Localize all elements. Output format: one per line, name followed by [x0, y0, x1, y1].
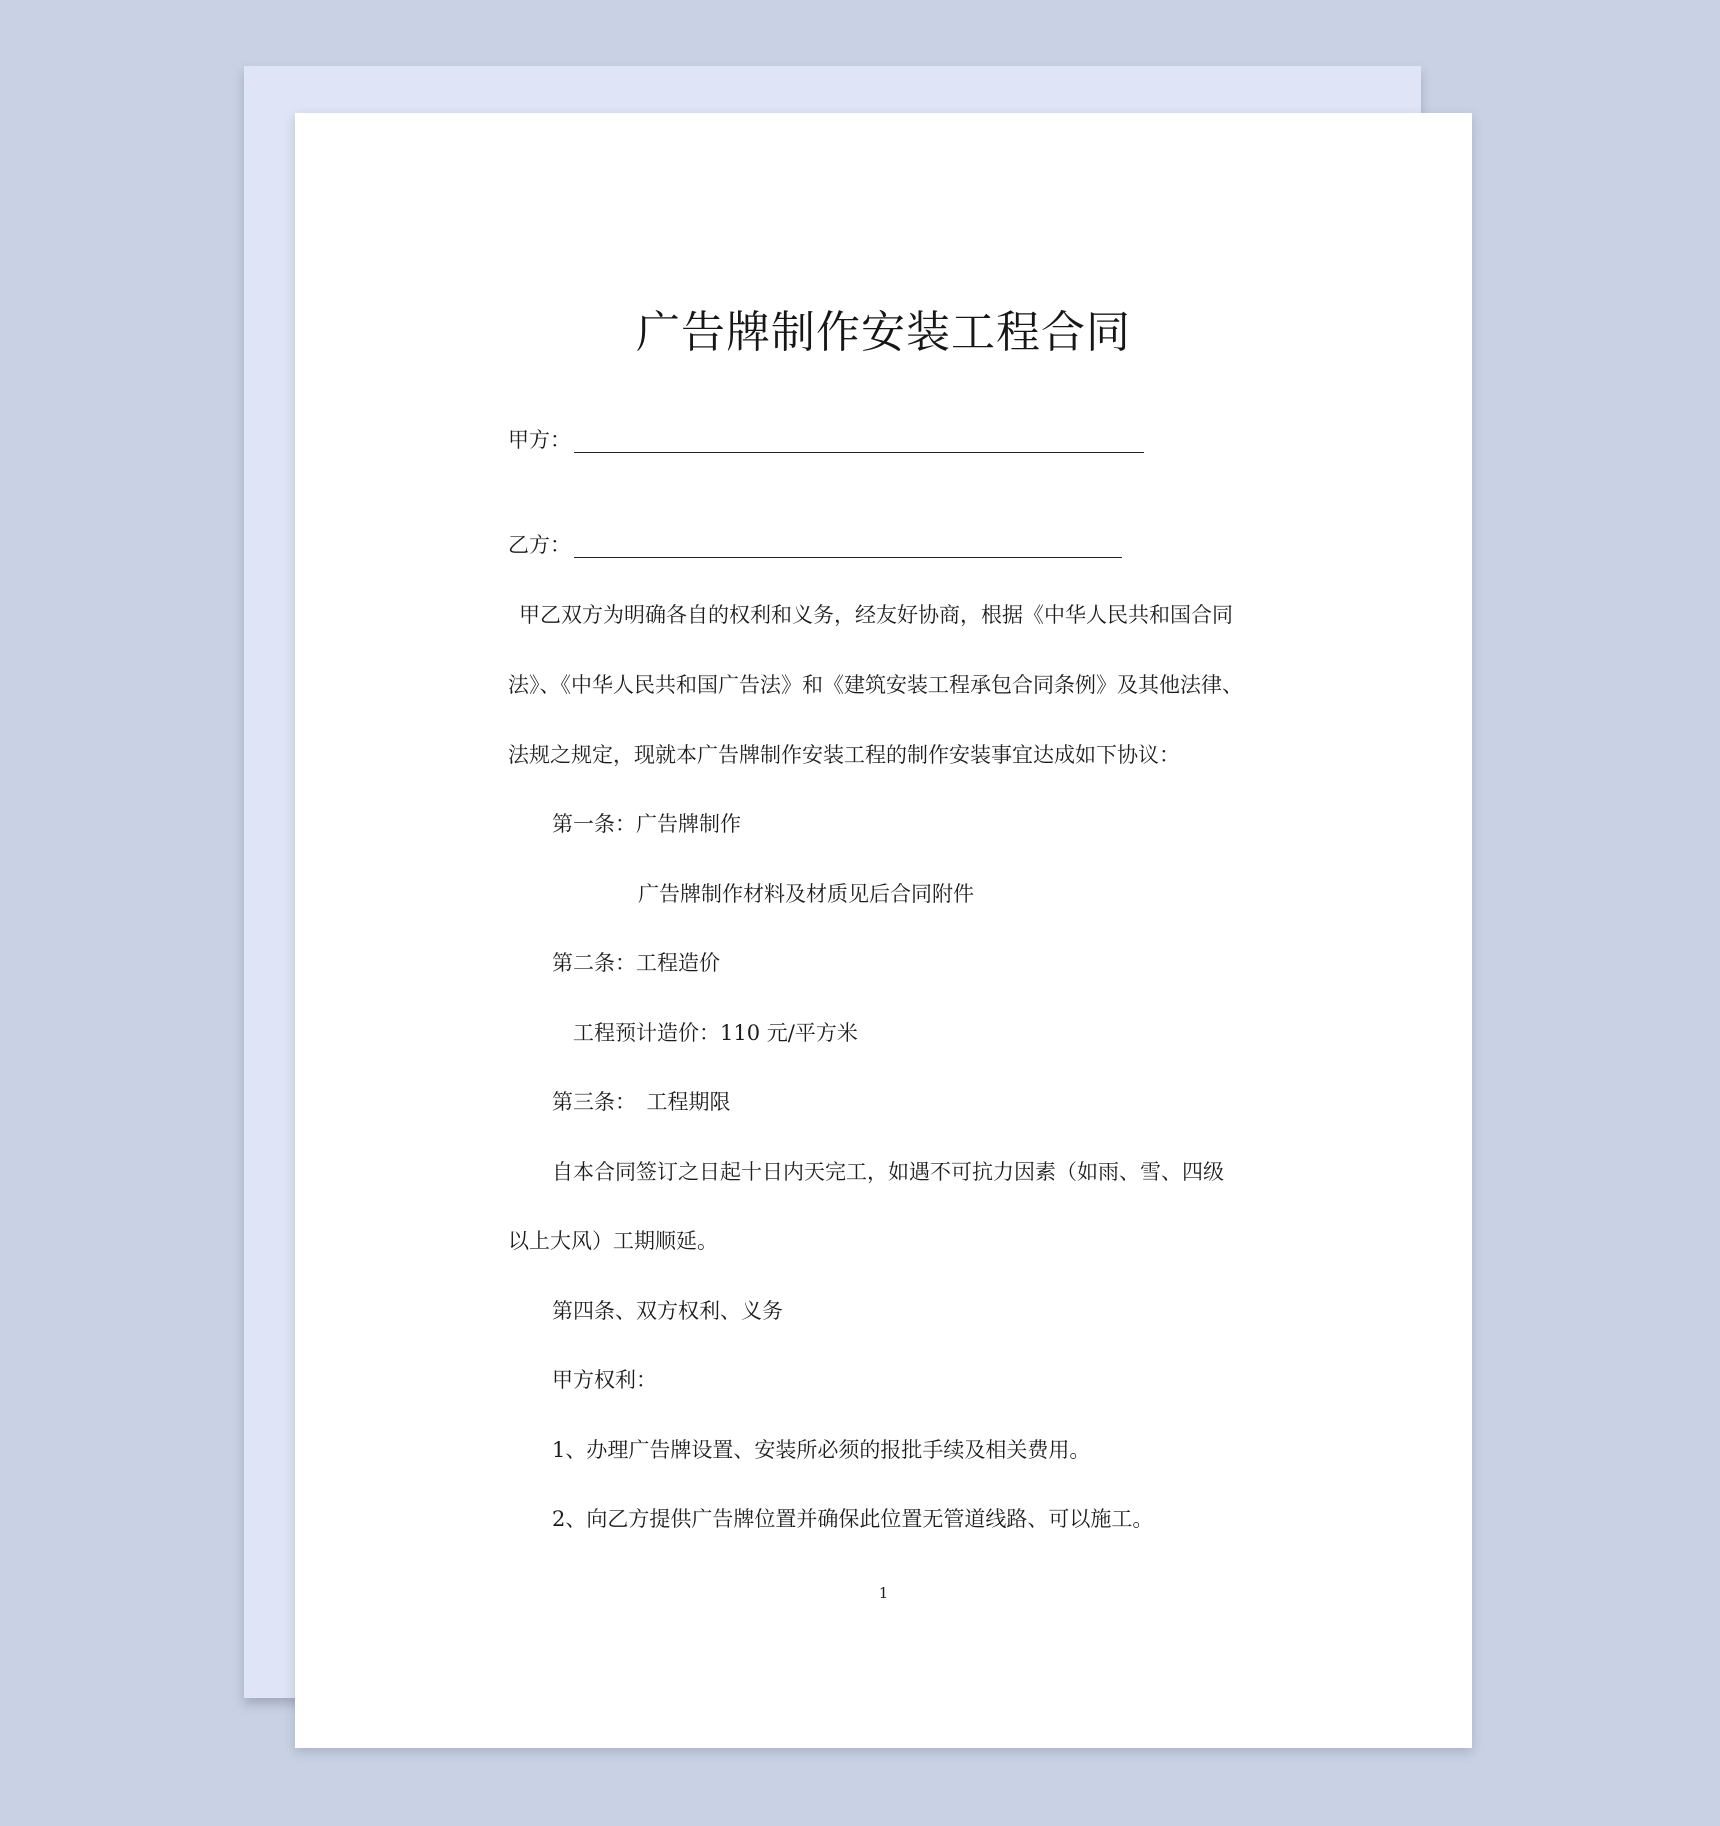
party-b-blank-line — [574, 557, 1122, 558]
article-4-heading: 第四条、双方权利、义务 — [552, 1299, 783, 1323]
preamble-line-3: 法规之规定，现就本广告牌制作安装工程的制作安装事宜达成如下协议： — [508, 743, 1180, 767]
article-3-heading: 第三条： 工程期限 — [552, 1090, 731, 1114]
party-a-blank-line — [574, 452, 1144, 453]
preamble-line-2: 法》、《中华人民共和国广告法》和《建筑安装工程承包合同条例》及其他法律、 — [508, 673, 1243, 697]
article-3-body-line-2: 以上大风）工期顺延。 — [508, 1229, 718, 1253]
party-a-right-1: 1、办理广告牌设置、安装所必须的报批手续及相关费用。 — [552, 1438, 1091, 1462]
party-a-label: 甲方： — [508, 428, 571, 452]
party-a-right-2: 2、向乙方提供广告牌位置并确保此位置无管道线路、可以施工。 — [552, 1507, 1154, 1531]
party-b-row — [508, 530, 571, 560]
document-title: 广告牌制作安装工程合同 — [636, 307, 1131, 358]
preamble-line-1: 甲乙双方为明确各自的权利和义务，经友好协商，根据《中华人民共和国合同 — [519, 603, 1233, 627]
party-a-rights-heading: 甲方权利： — [552, 1368, 657, 1392]
article-3-body-line-1: 自本合同签订之日起十日内天完工，如遇不可抗力因素（如雨、雪、四级 — [552, 1160, 1224, 1184]
article-1-body: 广告牌制作材料及材质见后合同附件 — [638, 882, 974, 906]
article-2-body: 工程预计造价：110 元/平方米 — [573, 1021, 858, 1045]
article-2-heading: 第二条：工程造价 — [552, 951, 720, 975]
page-number: 1 — [878, 1584, 889, 1602]
document-page — [295, 113, 1472, 1748]
party-a-row — [508, 425, 571, 455]
party-b-label: 乙方： — [508, 533, 571, 557]
article-1-heading: 第一条：广告牌制作 — [552, 812, 741, 836]
